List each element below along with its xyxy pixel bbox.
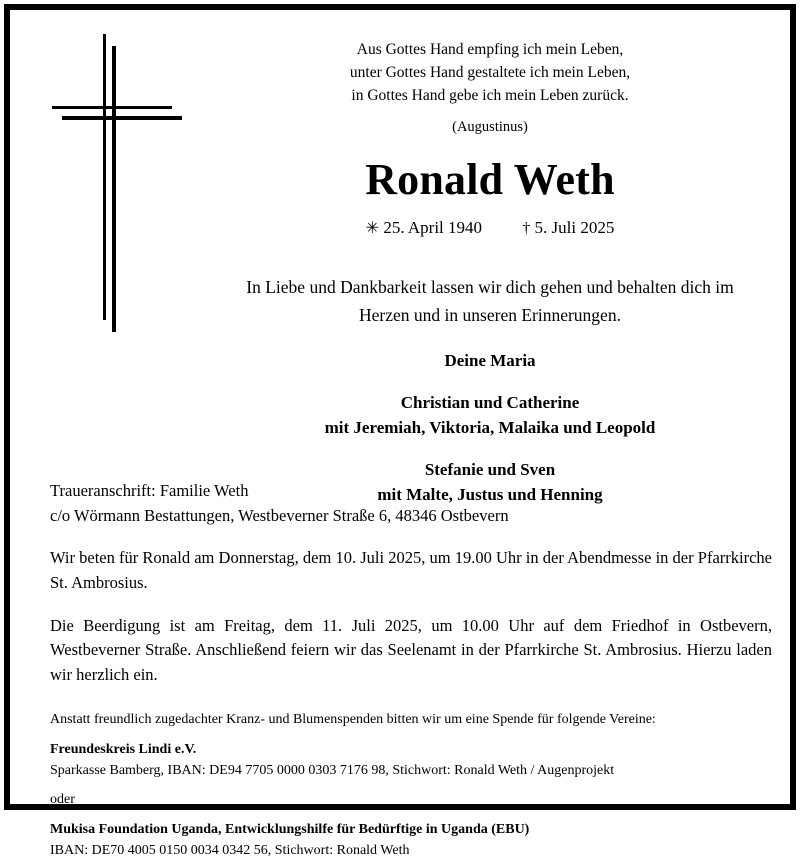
- donation-bank-2: IBAN: DE70 4005 0150 0034 0342 56, Stichwort: Ronald Weth: [50, 843, 410, 859]
- mourning-address: [50, 478, 772, 528]
- verse-line-1: Aus Gottes Hand empfing ich mein Leben,: [356, 41, 624, 58]
- death-date-group: [522, 218, 614, 237]
- verse-attribution: (Augustinus): [452, 119, 528, 136]
- memorial-verse: [190, 39, 790, 107]
- burial-service-text: Die Beerdigung ist am Freitag, dem 11. Juli 2025, um 10.00 Uhr auf dem Friedhof in Ostbevern, Westbeverner Straße. Anschließend feiern wir das Seelenamt in der Pfarrkirche St. Ambrosius. Hierzu laden wir herzlich ein.: [50, 615, 772, 685]
- prayer-service-text: Wir beten für Ronald am Donnerstag, dem 10. Juli 2025, um 19.00 Uhr in der Abendmesse in der Pfarrkirche St. Ambrosius.: [50, 548, 772, 592]
- family-line: mit Malte, Justus und Henning: [377, 485, 603, 505]
- family-group: [190, 391, 790, 441]
- family-line: Deine Maria: [444, 351, 536, 371]
- address-line-1: Traueranschrift: Familie Weth: [50, 481, 249, 500]
- cross-horizontal-back: [52, 106, 172, 109]
- cross-vertical-back: [103, 34, 106, 320]
- notice-border-frame: [4, 4, 796, 859]
- donation-org-2: Mukisa Foundation Uganda, Entwicklungshilfe für Bedürftige in Uganda (EBU): [50, 822, 530, 838]
- birth-date: 25. April 1940: [383, 217, 483, 237]
- verse-line-2: unter Gottes Hand gestaltete ich mein Leben,: [349, 63, 631, 81]
- cross-vertical-front: [112, 46, 116, 332]
- address-line-2: c/o Wörmann Bestattungen, Westbeverner Straße 6, 48346 Ostbevern: [50, 506, 509, 526]
- cross-icon: [46, 28, 186, 338]
- donation-org-1: Freundeskreis Lindi e.V.: [50, 741, 197, 757]
- family-group: [190, 349, 790, 374]
- tribute-text: [190, 273, 790, 330]
- birth-date-group: [366, 218, 487, 237]
- donation-section: [50, 709, 772, 861]
- donation-bank-1: Sparkasse Bamberg, IBAN: DE94 7705 0000 0303 7176 98, Stichwort: Ronald Weth / Augenprojekt: [50, 762, 615, 778]
- family-line: Stefanie und Sven: [424, 460, 556, 480]
- birth-star-icon: ✳: [365, 219, 380, 237]
- donation-separator: oder: [50, 792, 75, 808]
- tribute-line-2: Herzen und in unseren Erinnerungen.: [359, 304, 621, 325]
- cross-horizontal-front: [62, 116, 182, 120]
- death-dagger-icon: †: [522, 219, 531, 237]
- donation-intro: Anstatt freundlich zugedachter Kranz- und Blumenspenden bitten wir um eine Spende für folgende Vereine:: [50, 711, 656, 727]
- death-date: 5. Juli 2025: [534, 217, 615, 237]
- family-line: mit Jeremiah, Viktoria, Malaika und Leopold: [324, 418, 656, 438]
- tribute-line-1: In Liebe und Dankbarkeit lassen wir dich gehen und behalten dich im: [246, 276, 734, 297]
- details-column: [50, 478, 772, 861]
- notice-content: [10, 10, 790, 859]
- life-dates: [190, 218, 790, 238]
- family-line: Christian und Catherine: [400, 393, 580, 413]
- centered-column: [190, 10, 790, 508]
- deceased-name: Ronald Weth: [365, 155, 615, 205]
- verse-line-3: in Gottes Hand gebe ich mein Leben zurück.: [351, 86, 629, 104]
